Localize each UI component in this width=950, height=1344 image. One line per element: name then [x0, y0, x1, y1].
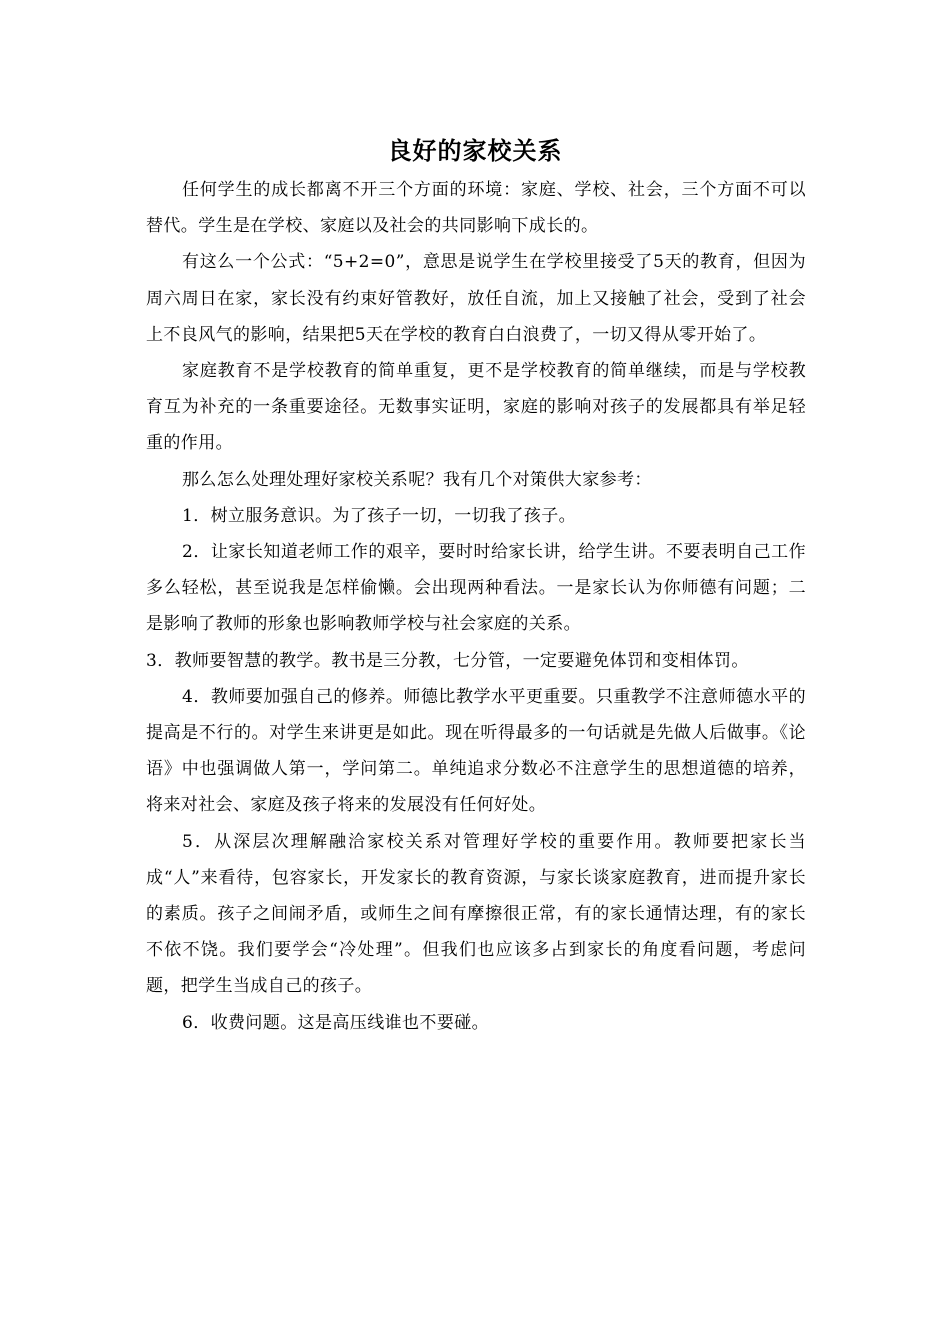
list-item-1: 1．树立服务意识。为了孩子一切，一切我了孩子。: [182, 505, 577, 526]
paragraph-formula: 有这么一个公式：“5+2=0”，意思是说学生在学校里接受了5天的教育，但因为周六周日在家，家长没有约束好管教好，放任自流，加上又接触了社会，受到了社会上不良风气的影响，结果把5天在学校的教育白白浪费了，一切又得从零开始了。: [146, 252, 806, 345]
document-body: [146, 172, 806, 1041]
list-item-5: 5．从深层次理解融洽家校关系对管理好学校的重要作用。教师要把家长当成“人”来看待，包容家长，开发家长的教育资源，与家长谈家庭教育，进而提升家长的素质。孩子之间闹矛盾，或师生之间有摩擦很正常，有的家长通情达理，有的家长不依不饶。我们要学会“冷处理”。但我们也应该多占到家长的角度看问题，考虑问题，把学生当成自己的孩子。: [146, 831, 806, 997]
paragraph-intro: 任何学生的成长都离不开三个方面的环境：家庭、学校、社会，三个方面不可以替代。学生是在学校、家庭以及社会的共同影响下成长的。: [146, 180, 806, 237]
list-item-6: 6．收费问题。这是高压线谁也不要碰。: [182, 1012, 490, 1033]
list-item-2: 2．让家长知道老师工作的艰辛，要时时给家长讲，给学生讲。不要表明自己工作多么轻松，甚至说我是怎样偷懒。会出现两种看法。一是家长认为你师德有问题；二是影响了教师的形象也影响教师学校与社会家庭的关系。: [146, 542, 806, 635]
list-item-3: 3．教师要智慧的教学。教书是三分教，七分管，一定要避免体罚和变相体罚。: [146, 650, 749, 671]
list-item-4: 4．教师要加强自己的修养。师德比教学水平更重要。只重教学不注意师德水平的提高是不行的。对学生来讲更是如此。现在听得最多的一句话就是先做人后做事。《论语》中也强调做人第一，学问第二。单纯追求分数必不注意学生的思想道德的培养，将来对社会、家庭及孩子将来的发展没有任何好处。: [146, 686, 806, 816]
paragraph-strategies-intro: 那么怎么处理处理好家校关系呢？我有几个对策供大家参考：: [182, 469, 652, 490]
document-title: 良好的家校关系: [387, 137, 563, 165]
paragraph-family-education: 家庭教育不是学校教育的简单重复，更不是学校教育的简单继续，而是与学校教育互为补充的一条重要途径。无数事实证明，家庭的影响对孩子的发展都具有举足轻重的作用。: [146, 361, 806, 454]
